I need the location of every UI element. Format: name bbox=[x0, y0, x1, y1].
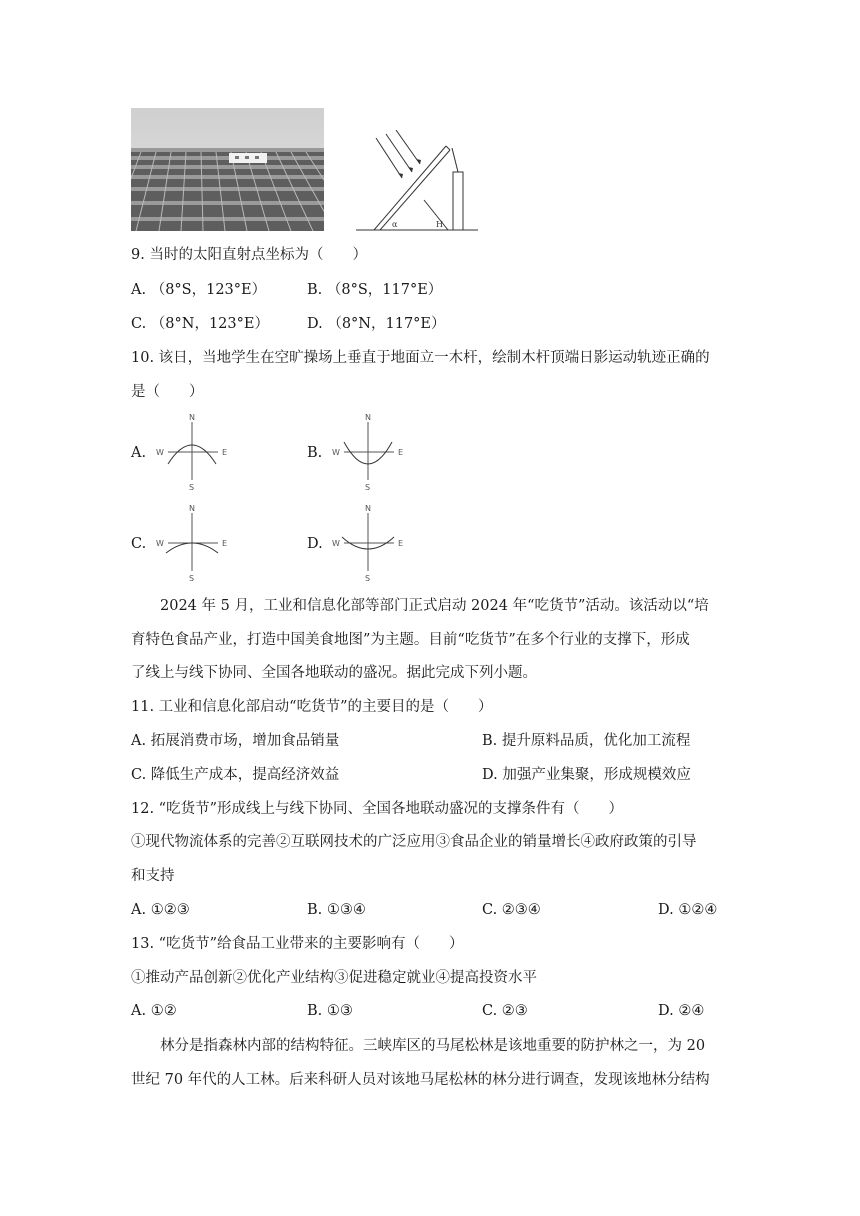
q13-option-b[interactable]: B. ①③ bbox=[307, 1003, 353, 1019]
svg-text:S: S bbox=[189, 483, 195, 492]
q12-option-d[interactable]: D. ①②④ bbox=[658, 902, 718, 918]
passage1-line3: 了线上与线下协同、全国各地联动的盛况。据此完成下列小题。 bbox=[131, 665, 537, 681]
q11-option-c[interactable]: C. 降低生产成本，提高经济效益 bbox=[131, 767, 340, 783]
q10-option-c-diagram[interactable] bbox=[150, 503, 240, 583]
svg-text:E: E bbox=[222, 539, 228, 548]
q10-stem-line2: 是（ ） bbox=[131, 384, 204, 400]
svg-text:S: S bbox=[365, 483, 371, 492]
svg-text:E: E bbox=[398, 539, 404, 548]
q10-option-d-diagram[interactable] bbox=[326, 503, 416, 583]
h-label: H bbox=[436, 220, 443, 229]
q10-option-b-label[interactable]: B. bbox=[307, 445, 323, 461]
q10-option-b-diagram[interactable] bbox=[326, 412, 416, 492]
svg-text:S: S bbox=[189, 574, 195, 583]
q13-stem: 13. “吃货节”给食品工业带来的主要影响有（ ） bbox=[131, 936, 464, 952]
passage1-line1: 2024 年 5 月，工业和信息化部等部门正式启动 2024 年“吃货节”活动。该活动以“培 bbox=[160, 598, 709, 614]
svg-text:S: S bbox=[365, 574, 371, 583]
q9-option-b[interactable]: B. （8°S，117°E） bbox=[307, 282, 443, 298]
passage2-line1: 林分是指森林内部的结构特征。三峡库区的马尾松林是该地重要的防护林之一，为 20 bbox=[160, 1038, 706, 1054]
svg-text:N: N bbox=[365, 413, 371, 422]
svg-text:N: N bbox=[365, 504, 371, 513]
q12-items-line2: 和支持 bbox=[131, 868, 175, 884]
q10-stem-line1: 10. 该日，当地学生在空旷操场上垂直于地面立一木杆，绘制木杆顶端日影运动轨迹正确的 bbox=[131, 350, 710, 366]
q10-option-d-label[interactable]: D. bbox=[307, 536, 323, 552]
passage2-line2: 世纪 70 年代的人工林。后来科研人员对该地马尾松林的林分进行调查，发现该地林分结构 bbox=[131, 1072, 710, 1088]
q11-option-d[interactable]: D. 加强产业集聚，形成规模效应 bbox=[482, 767, 691, 783]
q11-stem: 11. 工业和信息化部启动“吃货节”的主要目的是（ ） bbox=[131, 699, 493, 715]
q12-stem: 12. “吃货节”形成线上与线下协同、全国各地联动盛况的支撑条件有（ ） bbox=[131, 801, 623, 817]
q9-stem: 9. 当时的太阳直射点坐标为（ ） bbox=[131, 247, 367, 263]
solar-farm-photo bbox=[131, 108, 324, 231]
q9-option-a[interactable]: A. （8°S，123°E） bbox=[131, 282, 267, 298]
q9-option-d[interactable]: D. （8°N，117°E） bbox=[307, 316, 446, 332]
svg-text:E: E bbox=[398, 448, 404, 457]
panel-angle-diagram bbox=[356, 130, 478, 234]
q13-option-a[interactable]: A. ①② bbox=[131, 1003, 177, 1019]
passage1-line2: 育特色食品产业，打造中国美食地图”为主题。目前“吃货节”在多个行业的支撑下，形成 bbox=[131, 632, 690, 648]
q12-option-b[interactable]: B. ①③④ bbox=[307, 902, 366, 918]
q13-option-c[interactable]: C. ②③ bbox=[482, 1003, 528, 1019]
svg-text:W: W bbox=[156, 539, 164, 548]
q12-option-c[interactable]: C. ②③④ bbox=[482, 902, 541, 918]
q11-option-a[interactable]: A. 拓展消费市场，增加食品销量 bbox=[131, 733, 340, 749]
svg-text:W: W bbox=[332, 448, 340, 457]
q10-option-a-diagram[interactable] bbox=[150, 412, 240, 492]
q13-items: ①推动产品创新②优化产业结构③促进稳定就业④提高投资水平 bbox=[131, 970, 537, 986]
svg-text:W: W bbox=[156, 448, 164, 457]
svg-text:W: W bbox=[332, 539, 340, 548]
q10-option-a-label[interactable]: A. bbox=[131, 445, 147, 461]
q11-option-b[interactable]: B. 提升原料品质，优化加工流程 bbox=[482, 733, 691, 749]
q13-option-d[interactable]: D. ②④ bbox=[658, 1003, 705, 1019]
svg-text:N: N bbox=[189, 413, 195, 422]
svg-text:E: E bbox=[222, 448, 228, 457]
svg-text:N: N bbox=[189, 504, 195, 513]
q10-option-c-label[interactable]: C. bbox=[131, 536, 147, 552]
alpha-label: α bbox=[392, 220, 398, 229]
q9-option-c[interactable]: C. （8°N，123°E） bbox=[131, 316, 269, 332]
q12-items-line1: ①现代物流体系的完善②互联网技术的广泛应用③食品企业的销量增长④政府政策的引导 bbox=[131, 834, 697, 850]
q12-option-a[interactable]: A. ①②③ bbox=[131, 902, 190, 918]
